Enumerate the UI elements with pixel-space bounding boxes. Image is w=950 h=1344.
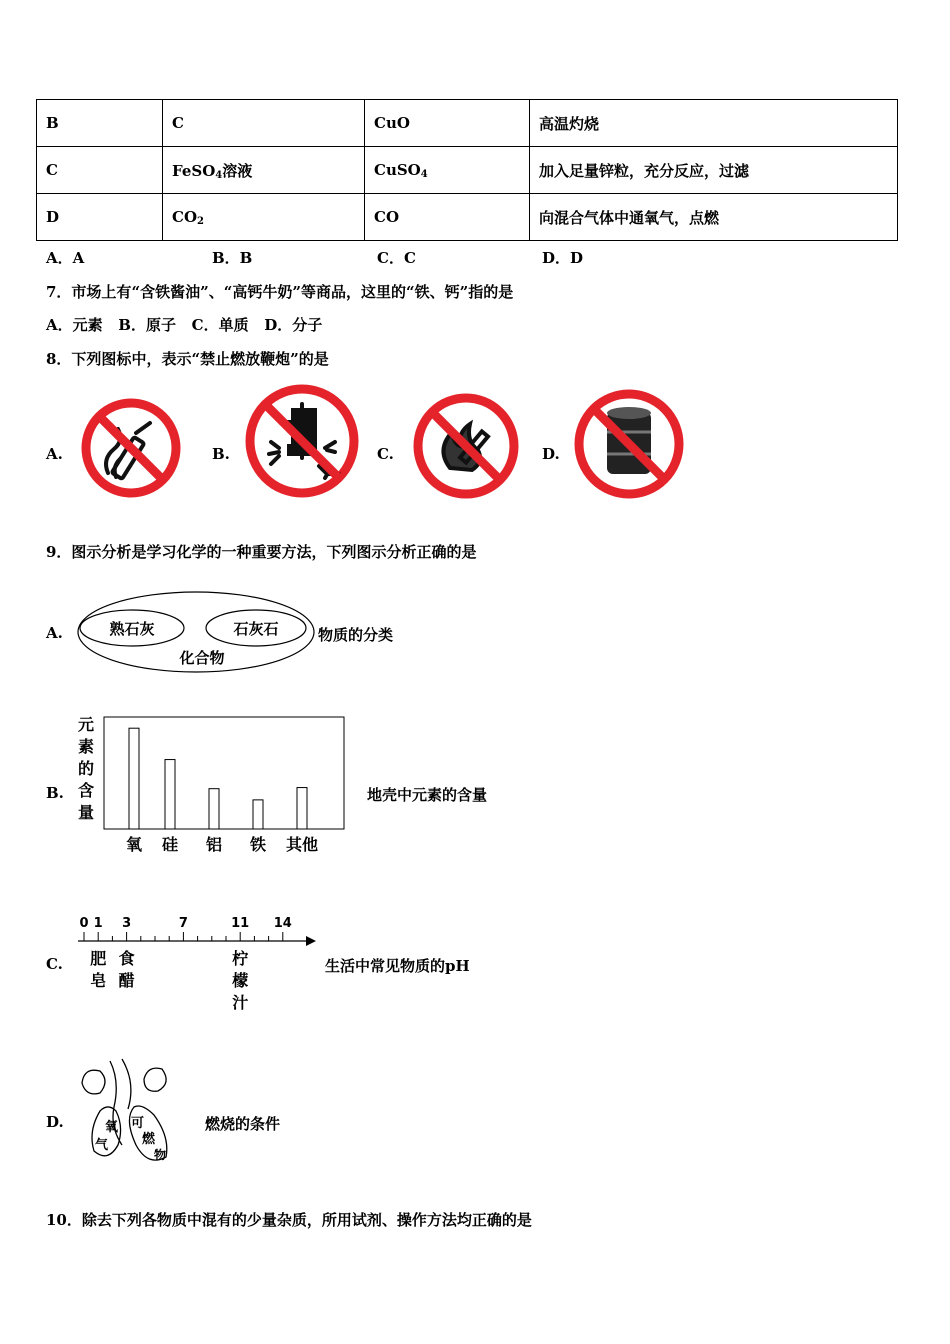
table-cell: 向混合气体中通氧气，点燃	[530, 194, 898, 241]
ph-scale-label: 14	[273, 916, 292, 931]
plot-frame	[104, 717, 344, 829]
element-content-bar-chart	[74, 710, 354, 858]
x-tick-label: 其他	[285, 835, 319, 854]
fuel-char-2: 燃	[142, 1132, 156, 1147]
question-7-options[interactable]: A．元素 B．原子 C．单质 D．分子	[46, 316, 323, 334]
no-smoking-icon[interactable]	[78, 395, 184, 501]
options-table	[36, 99, 898, 241]
x-tick-label: 铁	[249, 835, 267, 854]
no-firecrackers-icon[interactable]	[243, 382, 361, 500]
question-9-stem: 9．图示分析是学习化学的一种重要方法，下列图示分析正确的是	[46, 543, 477, 561]
no-open-flame-icon[interactable]	[410, 390, 522, 502]
x-tick-label: 铝	[205, 835, 223, 854]
q9-option-b-caption: 地壳中元素的含量	[367, 786, 488, 804]
fuel-char-3: 物	[154, 1148, 167, 1162]
q8-option-b-label[interactable]: B.	[212, 445, 230, 463]
substance-label-char: 肥	[90, 949, 107, 968]
table-cell	[365, 147, 530, 194]
bar-2	[209, 789, 219, 829]
label-limestone: 石灰石	[233, 620, 279, 638]
table-cell	[163, 147, 365, 194]
question-8-stem: 8．下列图标中，表示“禁止燃放鞭炮”的是	[46, 350, 329, 368]
substance-label-char: 皂	[90, 971, 107, 990]
fuel-char-1: 可	[131, 1116, 145, 1131]
table-cell: D	[37, 194, 163, 241]
answer-option-b[interactable]: B．B	[212, 249, 253, 267]
y-label-char: 的	[77, 759, 95, 778]
ph-scale-label: 3	[122, 916, 132, 931]
table-row	[37, 147, 898, 194]
table-row	[37, 194, 898, 241]
label-compound: 化合物	[179, 649, 225, 667]
ph-scale-label: 0	[79, 916, 89, 931]
q9-option-d-caption: 燃烧的条件	[205, 1115, 281, 1133]
formula-text: FeSO	[172, 161, 216, 180]
answer-option-a[interactable]: A．A	[46, 249, 85, 267]
oxygen-char-2: 气	[95, 1138, 109, 1153]
combustion-conditions-diagram	[74, 1055, 180, 1167]
classification-diagram	[74, 588, 320, 678]
substance-label-char: 汁	[232, 993, 249, 1012]
question-10-stem: 10．除去下列各物质中混有的少量杂质，所用试剂、操作方法均正确的是	[46, 1211, 532, 1229]
formula-text: CuSO	[374, 160, 421, 179]
bar-4	[297, 788, 307, 829]
table-cell: CuO	[365, 100, 530, 147]
q9-option-b-label[interactable]: B.	[46, 784, 64, 802]
left-flame	[82, 1070, 105, 1094]
q8-option-c-label[interactable]: C.	[377, 445, 394, 463]
bar-1	[165, 760, 175, 829]
y-label-char: 素	[77, 737, 95, 756]
table-cell: C	[37, 147, 163, 194]
q9-option-c-caption: 生活中常见物质的pH	[325, 957, 470, 975]
q8-option-a-label[interactable]: A.	[46, 445, 63, 463]
bar-0	[129, 728, 139, 829]
x-tick-label: 硅	[161, 835, 179, 854]
y-label-char: 量	[77, 803, 95, 822]
q9-option-a-label[interactable]: A.	[46, 624, 63, 642]
subscript: 4	[215, 169, 223, 181]
bar-3	[253, 800, 263, 829]
formula-suffix: 溶液	[222, 161, 253, 180]
table-cell: CO	[365, 194, 530, 241]
ph-scale-label: 11	[231, 916, 250, 931]
ph-scale-diagram	[74, 910, 324, 1014]
x-tick-label: 氧	[125, 835, 143, 854]
table-cell	[163, 194, 365, 241]
q9-option-d-label[interactable]: D.	[46, 1113, 64, 1131]
substance-label-char: 柠	[232, 949, 249, 968]
formula-text: CO	[172, 207, 198, 226]
q8-option-d-label[interactable]: D.	[542, 445, 560, 463]
substance-label-char: 食	[118, 949, 135, 968]
y-axis-label	[78, 715, 94, 822]
oxygen-char-1: 氧	[105, 1120, 119, 1135]
label-slaked-lime: 熟石灰	[109, 620, 155, 638]
question-7-stem: 7．市场上有“含铁酱油”、“高钙牛奶”等商品，这里的“铁、钙”指的是	[46, 283, 514, 301]
ph-scale-label: 7	[178, 916, 188, 931]
table-cell: 加入足量锌粒，充分反应，过滤	[530, 147, 898, 194]
substance-label-char: 醋	[118, 971, 135, 990]
subscript: 2	[197, 215, 204, 227]
ph-scale-label: 1	[93, 916, 103, 931]
q9-option-a-caption: 物质的分类	[318, 626, 394, 644]
right-flame	[144, 1068, 166, 1091]
substance-label-char: 檬	[232, 971, 249, 990]
axis-arrow	[306, 936, 316, 946]
answer-option-c[interactable]: C．C	[377, 249, 416, 267]
y-label-char: 含	[77, 781, 95, 800]
table-cell: 高温灼烧	[530, 100, 898, 147]
table-cell: C	[163, 100, 365, 147]
y-label-char: 元	[77, 715, 95, 734]
no-oil-barrel-icon[interactable]	[571, 386, 687, 502]
table-cell: B	[37, 100, 163, 147]
answer-option-d[interactable]: D．D	[542, 249, 584, 267]
table-row	[37, 100, 898, 147]
subscript: 4	[420, 168, 428, 180]
q9-option-c-label[interactable]: C.	[46, 955, 63, 973]
